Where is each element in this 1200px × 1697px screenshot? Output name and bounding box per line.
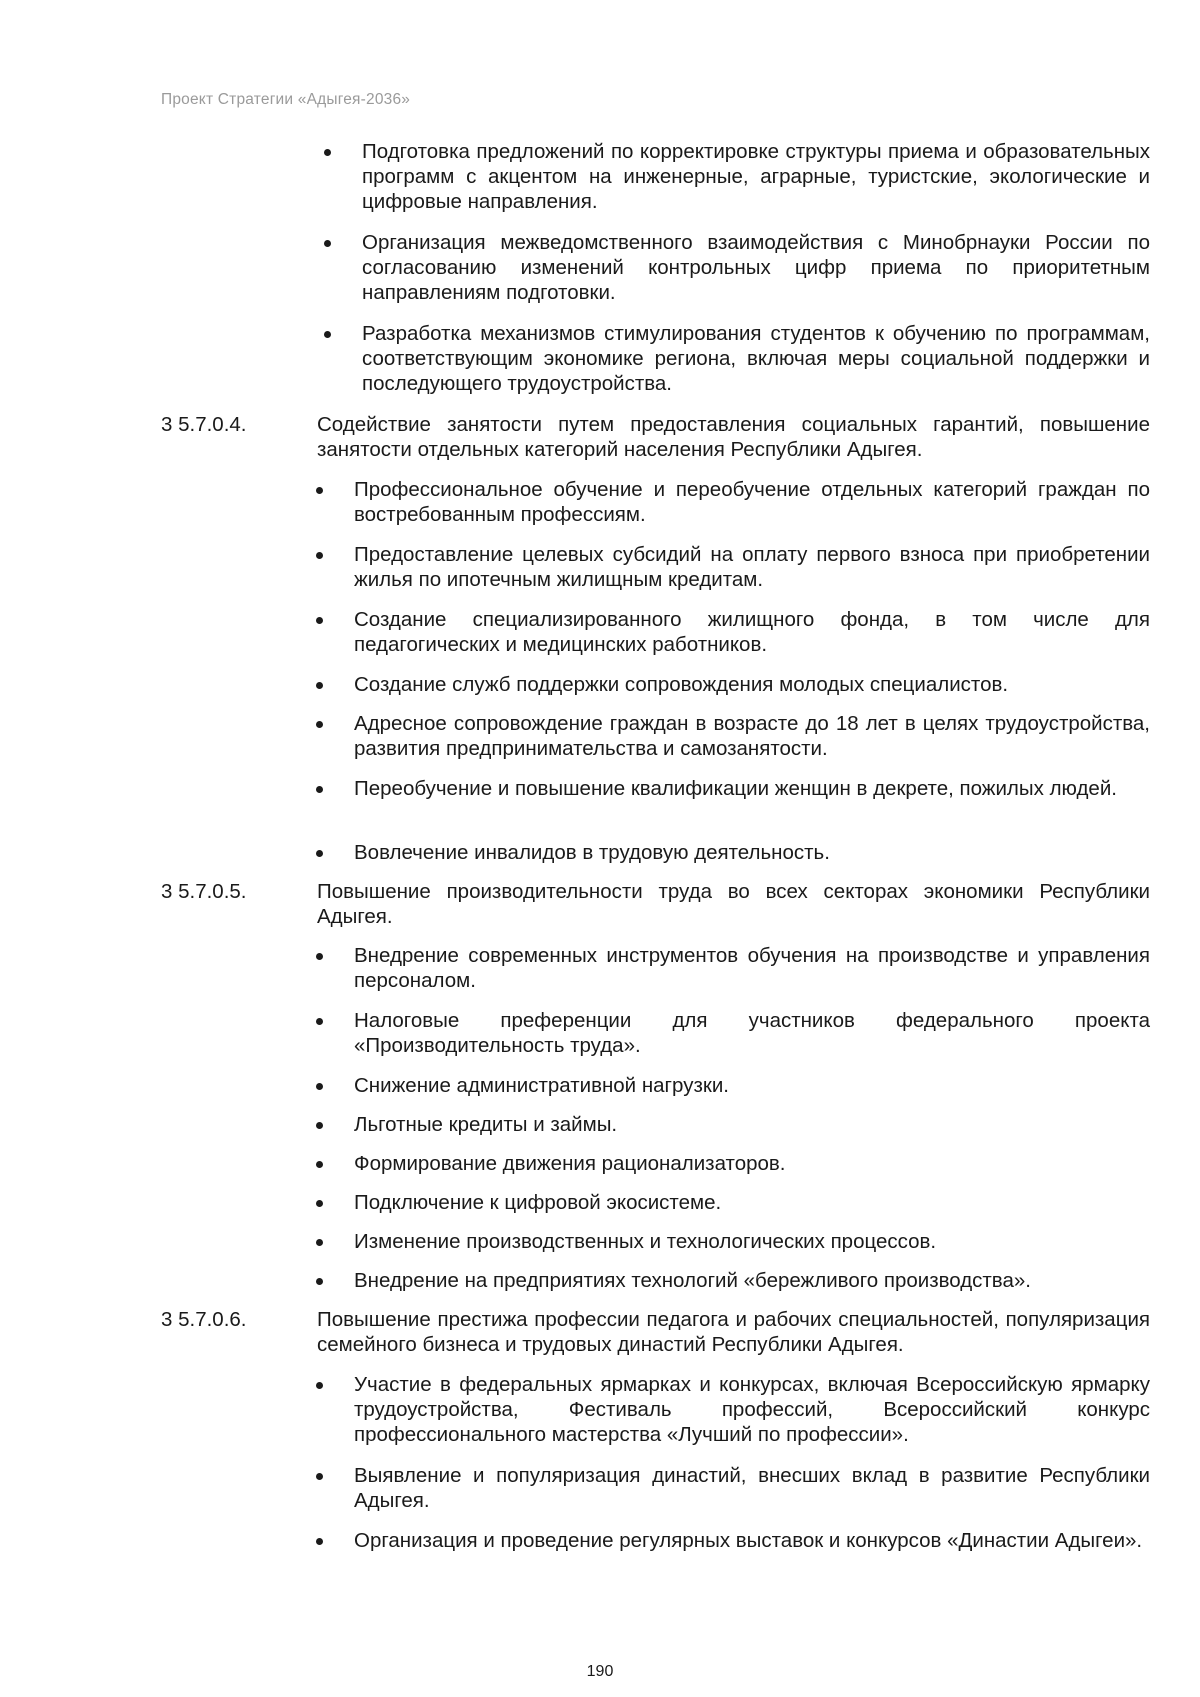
section-title: Повышение производительности труда во всех секторах экономики Республики Адыгея. (317, 880, 1150, 928)
list-item: Предоставление целевых субсидий на оплату первого взноса при приобретении жилья по ипотечным жилищным кредитам. (354, 542, 1150, 592)
section-number: 3 5.7.0.6. (161, 1308, 247, 1331)
bullet-icon (316, 721, 323, 728)
section-title: Повышение престижа профессии педагога и рабочих специальностей, популяризация семейного бизнеса и трудовых династий Республики Адыгея. (317, 1308, 1150, 1356)
list-item: Разработка механизмов стимулирования студентов к обучению по программам, соответствующим экономике региона, включая меры социальной поддержки и последующего трудоустройства. (362, 321, 1150, 396)
list-item: Изменение производственных и технологических процессов. (354, 1229, 1150, 1254)
list-item: Налоговые преференции для участников федерального проекта «Производительность труда». (354, 1008, 1150, 1058)
list-item: Переобучение и повышение квалификации женщин в декрете, пожилых людей. (354, 776, 1150, 801)
list-item: Адресное сопровождение граждан в возрасте до 18 лет в целях трудоустройства, развития предпринимательства и самозанятости. (354, 711, 1150, 761)
bullet-icon (316, 617, 323, 624)
bullet-icon (316, 1473, 323, 1480)
list-item: Подготовка предложений по корректировке структуры приема и образовательных программ с акцентом на инженерные, аграрные, туристские, экологические и цифровые направления. (362, 139, 1150, 214)
bullet-icon (324, 149, 331, 156)
bullet-icon (316, 1083, 323, 1090)
bullet-icon (316, 1122, 323, 1129)
bullet-icon (316, 1538, 323, 1545)
bullet-icon (316, 850, 323, 857)
list-item: Организация межведомственного взаимодействия с Минобрнауки России по согласованию изменений контрольных цифр приема по приоритетным направлениям подготовки. (362, 230, 1150, 305)
list-item: Выявление и популяризация династий, внесших вклад в развитие Республики Адыгея. (354, 1463, 1150, 1513)
list-item: Вовлечение инвалидов в трудовую деятельность. (354, 840, 1150, 865)
bullet-icon (316, 786, 323, 793)
bullet-icon (316, 487, 323, 494)
list-item: Создание служб поддержки сопровождения молодых специалистов. (354, 672, 1150, 697)
page-number: 190 (586, 1663, 614, 1680)
section-number: 3 5.7.0.4. (161, 413, 247, 436)
list-item: Организация и проведение регулярных выставок и конкурсов «Династии Адыгеи». (354, 1528, 1150, 1553)
bullet-icon (316, 1239, 323, 1246)
bullet-icon (316, 552, 323, 559)
list-item: Профессиональное обучение и переобучение отдельных категорий граждан по востребованным профессиям. (354, 477, 1150, 527)
list-item: Внедрение современных инструментов обучения на производстве и управления персоналом. (354, 943, 1150, 993)
document-header: Проект Стратегии «Адыгея-2036» (161, 91, 411, 108)
list-item: Льготные кредиты и займы. (354, 1112, 1150, 1137)
bullet-icon (316, 1382, 323, 1389)
section-title: Содействие занятости путем предоставления социальных гарантий, повышение занятости отдельных категорий населения Республики Адыгея. (317, 413, 1150, 461)
list-item: Участие в федеральных ярмарках и конкурсах, включая Всероссийскую ярмарку трудоустройства, Фестиваль профессий, Всероссийский конкурс профессионального мастерства «Лучший по профессии». (354, 1372, 1150, 1447)
bullet-icon (316, 1161, 323, 1168)
list-item: Подключение к цифровой экосистеме. (354, 1190, 1150, 1215)
bullet-icon (316, 1018, 323, 1025)
list-item: Формирование движения рационализаторов. (354, 1151, 1150, 1176)
bullet-icon (316, 1200, 323, 1207)
list-item: Внедрение на предприятиях технологий «бережливого производства». (354, 1268, 1150, 1293)
bullet-icon (316, 953, 323, 960)
list-item: Снижение административной нагрузки. (354, 1073, 1150, 1098)
bullet-icon (324, 240, 331, 247)
list-item: Создание специализированного жилищного фонда, в том числе для педагогических и медицинских работников. (354, 607, 1150, 657)
bullet-icon (316, 682, 323, 689)
bullet-icon (324, 331, 331, 338)
bullet-icon (316, 1278, 323, 1285)
section-number: 3 5.7.0.5. (161, 880, 247, 903)
